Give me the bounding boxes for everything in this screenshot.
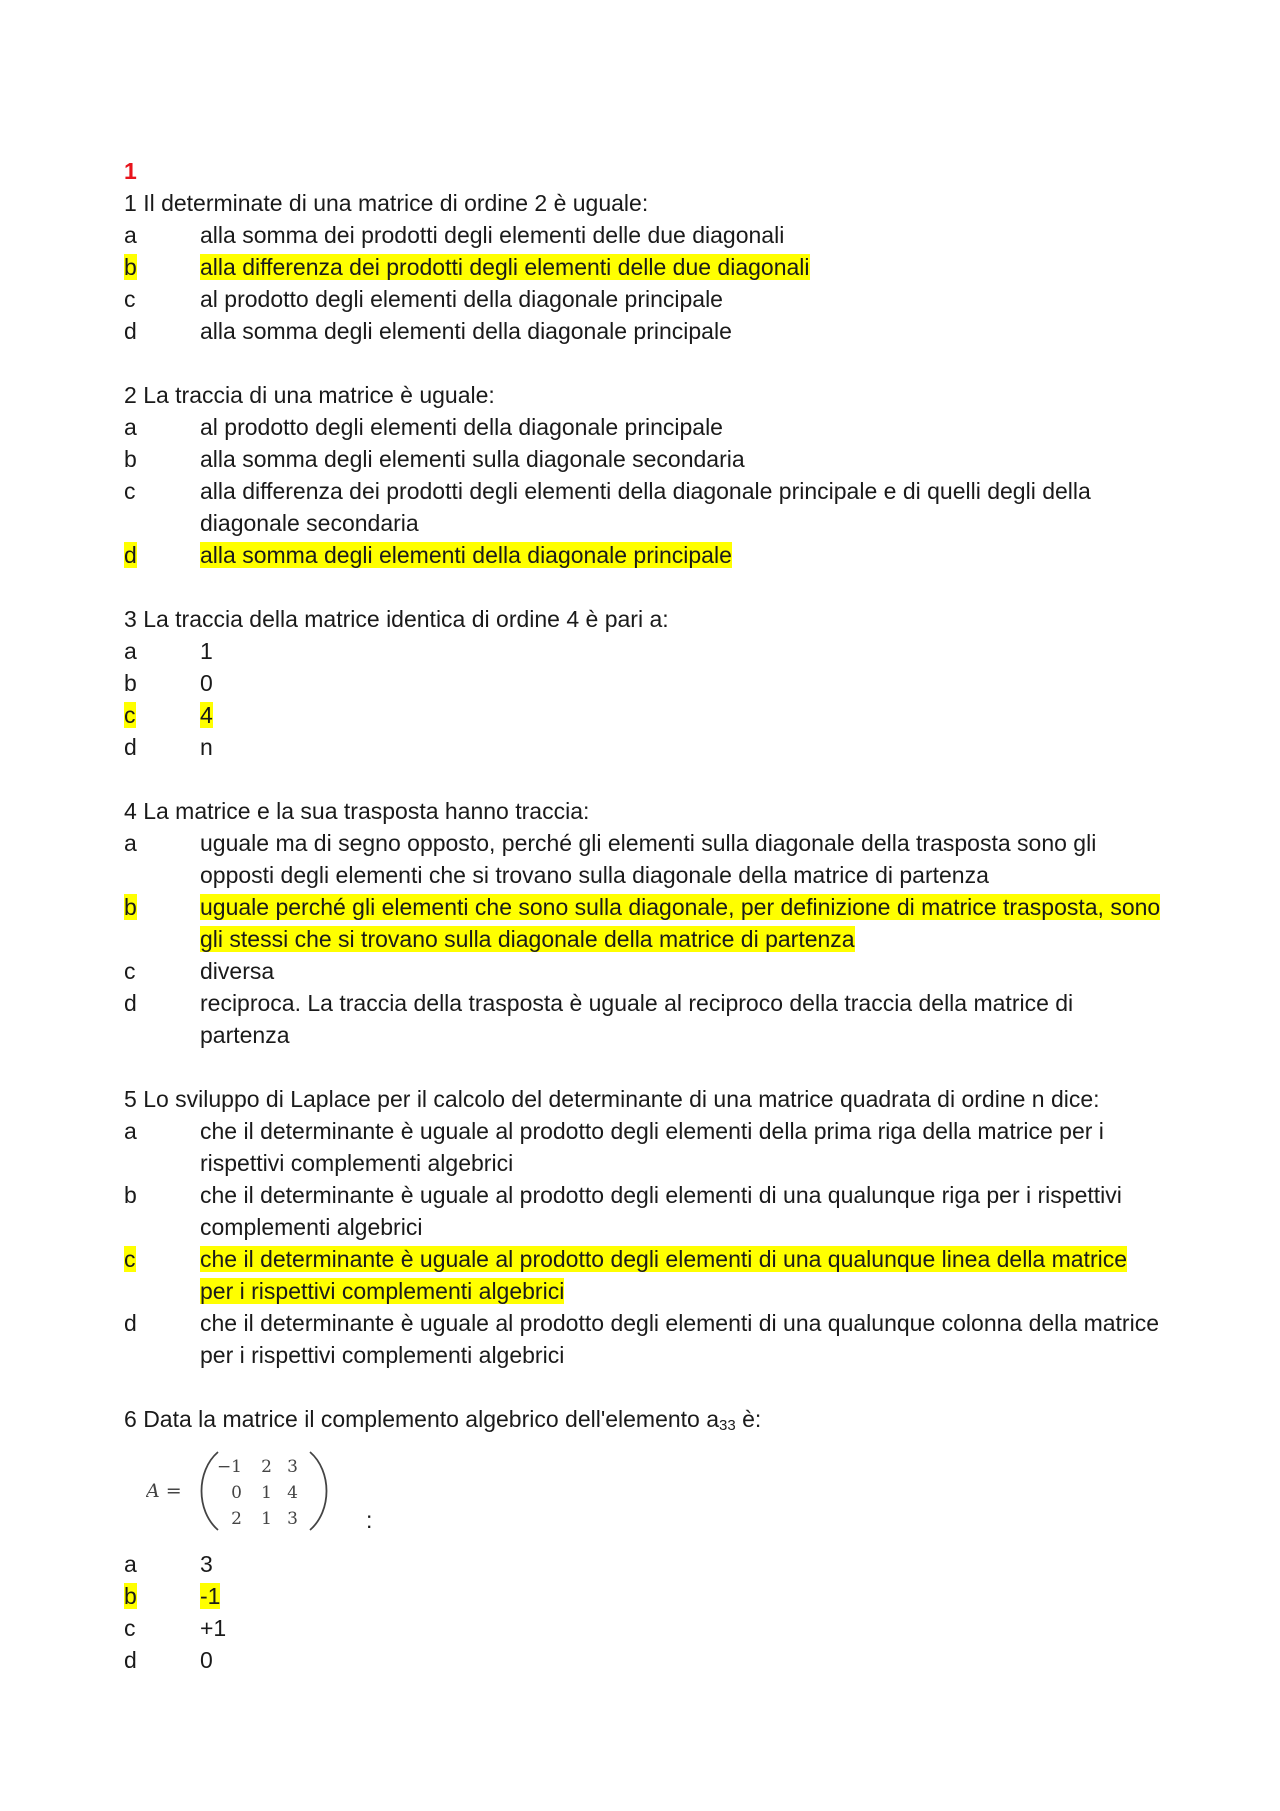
option-letter: c bbox=[124, 478, 136, 504]
option-text: 0 bbox=[200, 670, 213, 696]
matrix-cell: 2 bbox=[231, 1509, 242, 1529]
colon: : bbox=[366, 1507, 373, 1533]
option-letter: d bbox=[124, 990, 137, 1016]
matrix-figure bbox=[124, 1446, 1164, 1548]
option-letter: d bbox=[124, 1310, 137, 1336]
option-letter: d bbox=[124, 542, 137, 568]
answer-option-a bbox=[124, 411, 1164, 443]
option-text: diversa bbox=[200, 958, 275, 984]
matrix-cell: −1 bbox=[216, 1457, 242, 1477]
right-parenthesis bbox=[310, 1452, 327, 1530]
answer-option-d bbox=[124, 315, 1164, 347]
option-letter: b bbox=[124, 670, 137, 696]
question-text: 2 La traccia di una matrice è uguale: bbox=[124, 382, 495, 408]
answer-option-b bbox=[124, 1580, 1164, 1612]
option-text: 0 bbox=[200, 1647, 213, 1673]
page-number: 1 bbox=[124, 158, 137, 184]
option-letter: a bbox=[124, 1118, 137, 1144]
answer-option-a bbox=[124, 635, 1164, 667]
matrix-cell: 0 bbox=[231, 1483, 242, 1503]
option-letter: b bbox=[124, 446, 137, 472]
option-letter: a bbox=[124, 1551, 137, 1577]
matrix-cell: 2 bbox=[261, 1457, 272, 1477]
option-letter: d bbox=[124, 318, 137, 344]
answer-option-c bbox=[124, 1243, 1164, 1307]
matrix-cell: 3 bbox=[287, 1457, 298, 1477]
option-text: che il determinante è uguale al prodotto degli elementi di una qualunque linea della matrice per i rispettivi complementi algebrici bbox=[200, 1246, 1128, 1304]
answer-option-a bbox=[124, 219, 1164, 251]
option-text: 1 bbox=[200, 638, 213, 664]
option-letter: c bbox=[124, 286, 136, 312]
question-text: 1 Il determinate di una matrice di ordine 2 è uguale: bbox=[124, 190, 649, 216]
answer-option-d bbox=[124, 731, 1164, 763]
option-letter: c bbox=[124, 1615, 136, 1641]
matrix-cell: 1 bbox=[261, 1509, 272, 1529]
question-list bbox=[124, 187, 1164, 1371]
option-text: uguale ma di segno opposto, perché gli elementi sulla diagonale della trasposta sono gli opposti degli elementi che si trovano sulla diagonale della matrice di partenza bbox=[200, 830, 1097, 888]
question-4 bbox=[124, 795, 1164, 1051]
answer-option-b bbox=[124, 1179, 1164, 1243]
matrix-a bbox=[146, 1446, 346, 1536]
option-letter: b bbox=[124, 254, 137, 280]
answer-option-b bbox=[124, 443, 1164, 475]
option-text: uguale perché gli elementi che sono sulla diagonale, per definizione di matrice trasposta, sono gli stessi che si trovano sulla diagonale della matrice di partenza bbox=[200, 894, 1161, 952]
answer-option-a bbox=[124, 1548, 1164, 1580]
option-letter: c bbox=[124, 958, 136, 984]
matrix-label: A = bbox=[146, 1480, 182, 1502]
question-6 bbox=[124, 1403, 1164, 1676]
matrix-cell: 3 bbox=[287, 1509, 298, 1529]
option-text: alla somma degli elementi sulla diagonale secondaria bbox=[200, 446, 745, 472]
option-text: alla somma degli elementi della diagonale principale bbox=[200, 318, 732, 344]
answer-option-b bbox=[124, 891, 1164, 955]
answer-option-a bbox=[124, 1115, 1164, 1179]
answer-option-b bbox=[124, 251, 1164, 283]
option-text: che il determinante è uguale al prodotto degli elementi della prima riga della matrice per i rispettivi complementi algebrici bbox=[200, 1118, 1104, 1176]
matrix-cell: 1 bbox=[261, 1483, 272, 1503]
option-letter: a bbox=[124, 830, 137, 856]
question-6-options bbox=[124, 1548, 1164, 1676]
option-letter: d bbox=[124, 734, 137, 760]
answer-option-c bbox=[124, 283, 1164, 315]
question-3 bbox=[124, 603, 1164, 763]
answer-option-a bbox=[124, 827, 1164, 891]
answer-option-d bbox=[124, 1307, 1164, 1371]
option-text: alla differenza dei prodotti degli elementi della diagonale principale e di quelli degli della diagonale secondaria bbox=[200, 478, 1091, 536]
answer-option-c bbox=[124, 955, 1164, 987]
left-parenthesis bbox=[202, 1452, 219, 1530]
question-5 bbox=[124, 1083, 1164, 1371]
answer-option-c bbox=[124, 699, 1164, 731]
option-letter: a bbox=[124, 222, 137, 248]
option-text: alla somma dei prodotti degli elementi delle due diagonali bbox=[200, 222, 785, 248]
question-text: 3 La traccia della matrice identica di ordine 4 è pari a: bbox=[124, 606, 669, 632]
answer-option-d bbox=[124, 539, 1164, 571]
question-1 bbox=[124, 187, 1164, 347]
option-text: -1 bbox=[200, 1583, 221, 1609]
option-text: n bbox=[200, 734, 213, 760]
option-letter: b bbox=[124, 1182, 137, 1208]
answer-option-d bbox=[124, 1644, 1164, 1676]
option-text: reciproca. La traccia della trasposta è uguale al reciproco della traccia della matrice di partenza bbox=[200, 990, 1074, 1048]
question-text: 6 Data la matrice il complemento algebrico dell'elemento $a_{33}$ è: bbox=[124, 1406, 762, 1434]
option-letter: d bbox=[124, 1647, 137, 1673]
question-text: 5 Lo sviluppo di Laplace per il calcolo del determinante di una matrice quadrata di ordine n dice: bbox=[124, 1086, 1100, 1112]
question-text: 4 La matrice e la sua trasposta hanno traccia: bbox=[124, 798, 590, 824]
option-letter: a bbox=[124, 638, 137, 664]
answer-option-b bbox=[124, 667, 1164, 699]
option-text: al prodotto degli elementi della diagonale principale bbox=[200, 286, 723, 312]
option-text: che il determinante è uguale al prodotto degli elementi di una qualunque riga per i rispettivi complementi algebrici bbox=[200, 1182, 1122, 1240]
option-text: +1 bbox=[200, 1615, 227, 1641]
option-letter: b bbox=[124, 1583, 137, 1609]
option-text: alla differenza dei prodotti degli elementi delle due diagonali bbox=[200, 254, 810, 280]
question-2 bbox=[124, 379, 1164, 571]
answer-option-c bbox=[124, 475, 1164, 539]
option-text: 4 bbox=[200, 702, 213, 728]
quiz-page bbox=[124, 155, 1164, 1708]
option-letter: b bbox=[124, 894, 137, 920]
option-text: al prodotto degli elementi della diagonale principale bbox=[200, 414, 723, 440]
option-letter: a bbox=[124, 414, 137, 440]
option-letter: c bbox=[124, 702, 136, 728]
answer-option-d bbox=[124, 987, 1164, 1051]
answer-option-c bbox=[124, 1612, 1164, 1644]
option-text: che il determinante è uguale al prodotto degli elementi di una qualunque colonna della matrice per i rispettivi complementi algebrici bbox=[200, 1310, 1159, 1368]
option-text: 3 bbox=[200, 1551, 213, 1577]
option-text: alla somma degli elementi della diagonale principale bbox=[200, 542, 732, 568]
matrix-cell: 4 bbox=[287, 1483, 298, 1503]
option-letter: c bbox=[124, 1246, 136, 1272]
